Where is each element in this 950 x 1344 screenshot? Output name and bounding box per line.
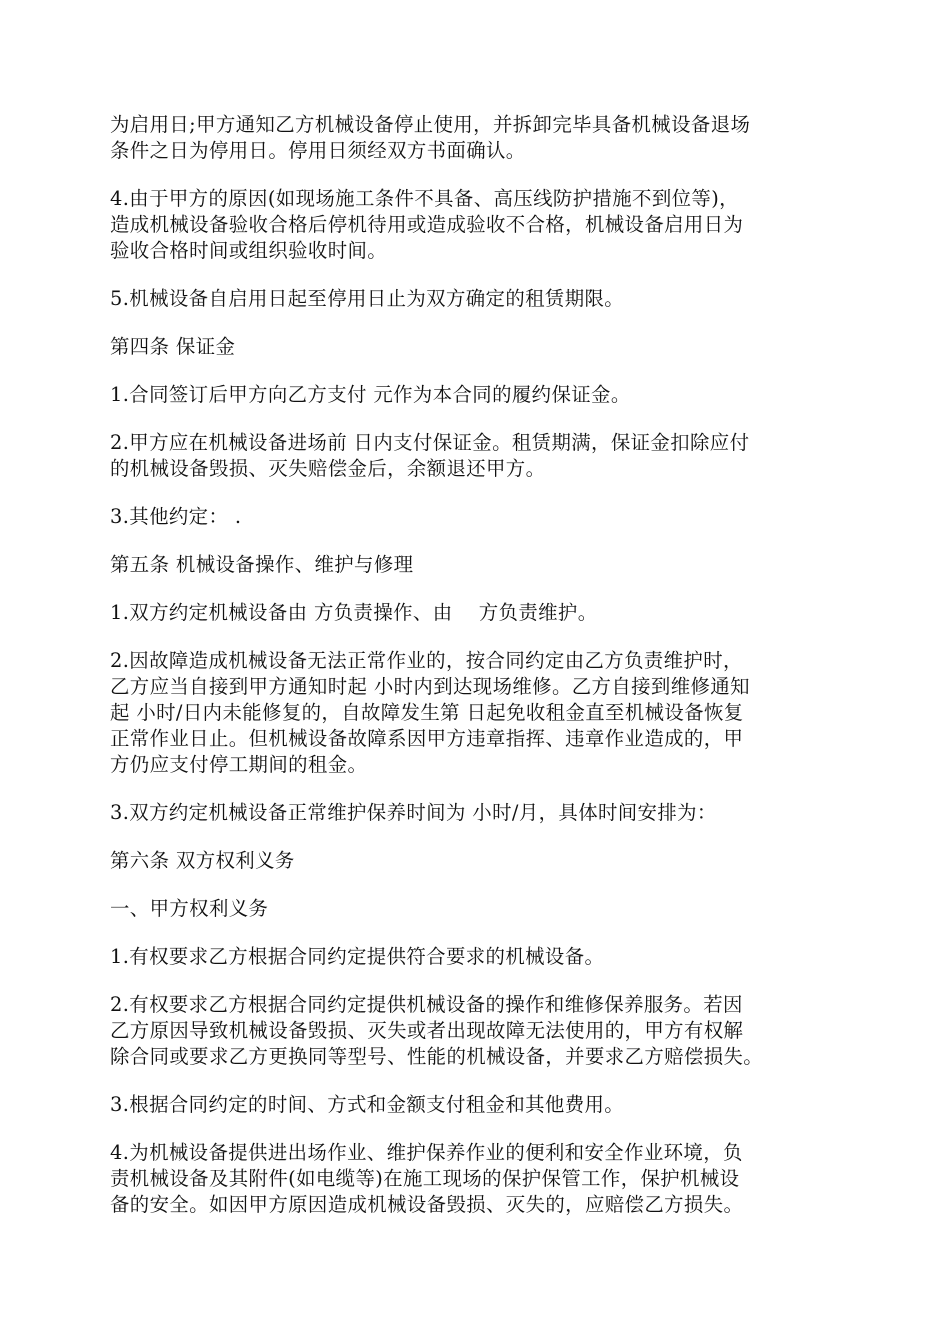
text-line: 条件之日为停用日。停用日须经双方书面确认。 bbox=[110, 139, 526, 162]
text-line: 责机械设备及其附件(如电缆等)在施工现场的保护保管工作，保护机械设 bbox=[110, 1167, 740, 1190]
paragraph-operation-3 bbox=[110, 800, 840, 826]
text-line: 一、甲方权利义务 bbox=[110, 897, 269, 920]
text-line: 乙方原因导致机械设备毁损、灭失或者出现故障无法使用的，甲方有权解 bbox=[110, 1019, 744, 1042]
paragraph-rights-4 bbox=[110, 1140, 840, 1218]
text-line: 为启用日;甲方通知乙方机械设备停止使用，并拆卸完毕具备机械设备退场 bbox=[110, 113, 751, 136]
text-line: 的机械设备毁损、灭失赔偿金后，余额退还甲方。 bbox=[110, 457, 546, 480]
text-line: 2.甲方应在机械设备进场前 日内支付保证金。租赁期满，保证金扣除应付 bbox=[110, 431, 750, 454]
paragraph-deposit-2 bbox=[110, 430, 840, 482]
paragraph-deposit-3 bbox=[110, 504, 840, 530]
text-line: 造成机械设备验收合格后停机待用或造成验收不合格，机械设备启用日为 bbox=[110, 213, 744, 236]
text-line: 方仍应支付停工期间的租金。 bbox=[110, 753, 368, 776]
text-line: 2.因故障造成机械设备无法正常作业的，按合同约定由乙方负责维护时， bbox=[110, 649, 743, 672]
text-line: 1.双方约定机械设备由 方负责操作、由 方负责维护。 bbox=[110, 601, 598, 624]
text-line: 第五条 机械设备操作、维护与修理 bbox=[110, 553, 414, 576]
paragraph-operation-2 bbox=[110, 648, 840, 778]
section-heading-rights bbox=[110, 848, 840, 874]
paragraph-operation-1 bbox=[110, 600, 840, 626]
text-line: 正常作业日止。但机械设备故障系因甲方违章指挥、违章作业造成的，甲 bbox=[110, 727, 744, 750]
paragraph-rights-1 bbox=[110, 944, 840, 970]
text-line: 4.由于甲方的原因(如现场施工条件不具备、高压线防护措施不到位等)， bbox=[110, 187, 739, 210]
text-line: 起 小时/日内未能修复的，自故障发生第 日起免收租金直至机械设备恢复 bbox=[110, 701, 744, 724]
text-line: 第六条 双方权利义务 bbox=[110, 849, 295, 872]
text-line: 备的安全。如因甲方原因造成机械设备毁损、灭失的，应赔偿乙方损失。 bbox=[110, 1193, 744, 1216]
text-line: 3.根据合同约定的时间、方式和金额支付租金和其他费用。 bbox=[110, 1093, 625, 1116]
text-line: 除合同或要求乙方更换同等型号、性能的机械设备，并要求乙方赔偿损失。 bbox=[110, 1045, 764, 1068]
text-line: 1.有权要求乙方根据合同约定提供符合要求的机械设备。 bbox=[110, 945, 605, 968]
text-line: 第四条 保证金 bbox=[110, 335, 236, 358]
document-page bbox=[110, 112, 840, 1240]
text-line: 2.有权要求乙方根据合同约定提供机械设备的操作和维修保养服务。若因 bbox=[110, 993, 743, 1016]
text-line: 3.双方约定机械设备正常维护保养时间为 小时/月，具体时间安排为： bbox=[110, 801, 717, 824]
text-line: 4.为机械设备提供进出场作业、维护保养作业的便利和安全作业环境，负 bbox=[110, 1141, 743, 1164]
text-line: 乙方应当自接到甲方通知时起 小时内到达现场维修。乙方自接到维修通知 bbox=[110, 675, 750, 698]
section-heading-deposit bbox=[110, 334, 840, 360]
paragraph-deposit-1 bbox=[110, 382, 840, 408]
section-heading-operation bbox=[110, 552, 840, 578]
paragraph-startdate-def bbox=[110, 112, 840, 164]
text-line: 5.机械设备自启用日起至停用日止为双方确定的租赁期限。 bbox=[110, 287, 625, 310]
text-line: 验收合格时间或组织验收时间。 bbox=[110, 239, 388, 262]
subheading-party-a bbox=[110, 896, 840, 922]
paragraph-rights-3 bbox=[110, 1092, 840, 1118]
paragraph-clause-4 bbox=[110, 186, 840, 264]
paragraph-clause-5 bbox=[110, 286, 840, 312]
text-line: 1.合同签订后甲方向乙方支付 元作为本合同的履约保证金。 bbox=[110, 383, 631, 406]
paragraph-rights-2 bbox=[110, 992, 840, 1070]
text-line: 3.其他约定： . bbox=[110, 505, 242, 528]
